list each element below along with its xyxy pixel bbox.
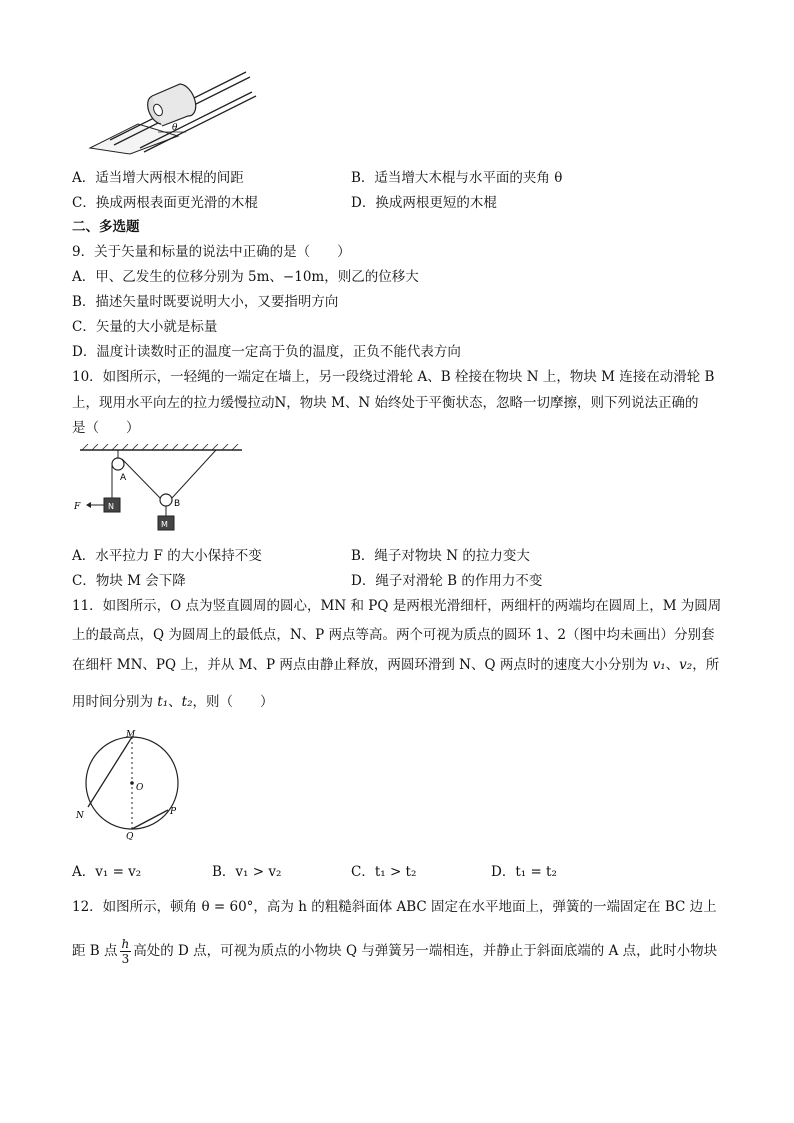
q8-option-d: D．换成两根更短的木棍 (351, 195, 497, 211)
q11-label-q: Q (126, 832, 134, 840)
q11-stem-line3-text: 在细杆 MN、PQ 上，并从 M、P 两点由静止释放，两圆环滑到 N、Q 两点时的速度大小分别为 (72, 657, 653, 673)
q12-stem-line2-tail: 高处的 D 点，可视为质点的小物块 Q 与弹簧另一端相连，并静止于斜面底端的 A 点，此时小物块 (133, 943, 718, 959)
q10-option-d: D．绳子对滑轮 B 的作用力不变 (351, 573, 543, 589)
q12-fraction (120, 937, 132, 966)
q12-stem-line1: 12．如图所示，顿角 θ = 60°，高为 h 的粗糙斜面体 ABC 固定在水平地面上，弹簧的一端固定在 BC 边上 (72, 899, 717, 915)
q11-stem-line1: 11．如图所示，O 点为竖直圆周的圆心，MN 和 PQ 是两根光滑细杆，两细杆的两端均在圆周上，M 为圆周 (72, 598, 722, 614)
q11-option-c: C．t₁ > t₂ (351, 864, 417, 880)
q12-fraction-num: h (121, 937, 130, 951)
q12-stem-line2-text: 距 B 点 (72, 943, 118, 959)
q10-label-n: N (108, 502, 114, 511)
q11-label-m: M (126, 730, 136, 740)
q11-stem-line3: 在细杆 MN、PQ 上，并从 M、P 两点由静止释放，两圆环滑到 N、Q 两点时的速度大小分别为 v₁、v₂，所 (72, 657, 720, 673)
q10-option-a: A．水平拉力 F 的大小保持不变 (72, 548, 262, 564)
q11-stem-line4-tail: ，则（ ） (192, 694, 274, 710)
q12-stem-line2 (72, 934, 717, 968)
q11-figure (70, 728, 190, 840)
q11-t1: t₁ (157, 694, 169, 710)
q10-figure (74, 444, 246, 536)
q10-label-f: F (74, 502, 81, 512)
q11-stem-line2: 上的最高点，Q 为圆周上的最低点，N、P 两点等高。两个可视为质点的圆环 1、2（图中均未画出）分别套 (72, 627, 715, 643)
q8-option-c: C．换成两根表面更光滑的木棍 (72, 195, 258, 211)
q8-option-a: A．适当增大两根木棍的间距 (72, 170, 244, 186)
q10-stem-line3: 是（ ） (72, 420, 140, 436)
q10-stem-line2: 上，现用水平向左的拉力缓慢拉动N，物块 M、N 始终处于平衡状态，忽略一切摩擦，则下列说法正确的 (72, 395, 699, 411)
q9-option-c: C．矢量的大小就是标量 (72, 319, 218, 335)
q11-option-a: A．v₁ = v₂ (72, 864, 142, 880)
q11-t2: t₂ (181, 694, 193, 710)
q9-stem: 9．关于矢量和标量的说法中正确的是（ ） (72, 244, 351, 260)
q8-theta-label: θ (172, 123, 178, 133)
q12-fraction-den: 3 (121, 952, 130, 966)
section-title: 二、多选题 (72, 219, 140, 235)
q10-label-b: B (174, 499, 181, 509)
q11-stem-line3-tail: ，所 (692, 657, 720, 673)
q11-stem-line4-text: 用时间分别为 (72, 694, 158, 710)
q10-option-c: C．物块 M 会下降 (72, 573, 186, 589)
q11-v2: v₂ (679, 657, 693, 673)
q11-v1: v₁ (652, 657, 666, 673)
q11-label-p: P (170, 807, 177, 817)
q11-label-o: O (136, 783, 144, 793)
q9-option-d: D．温度计读数时正的温度一定高于负的温度，正负不能代表方向 (72, 344, 461, 360)
q8-option-b: B．适当增大木棍与水平面的夹角 θ (351, 170, 563, 186)
q10-option-b: B．绳子对物块 N 的拉力变大 (351, 548, 530, 564)
q11-option-b: B．v₁ > v₂ (212, 864, 282, 880)
q9-option-b: B．描述矢量时既要说明大小，又要指明方向 (72, 294, 339, 310)
q10-label-m: M (161, 520, 168, 529)
q10-label-a: A (120, 473, 127, 483)
q10-stem-line1: 10．如图所示，一轻绳的一端定在墙上，另一段绕过滑轮 A、B 栓接在物块 N 上，物块 M 连接在动滑轮 B (72, 369, 715, 385)
q11-label-n: N (76, 811, 84, 821)
q9-option-a: A．甲、乙发生的位移分别为 5m、−10m，则乙的位移大 (72, 269, 419, 285)
q8-figure (88, 66, 258, 156)
q11-stem-line4: 用时间分别为 t₁、t₂，则（ ） (72, 694, 274, 710)
q11-option-d: D．t₁ = t₂ (491, 864, 557, 880)
